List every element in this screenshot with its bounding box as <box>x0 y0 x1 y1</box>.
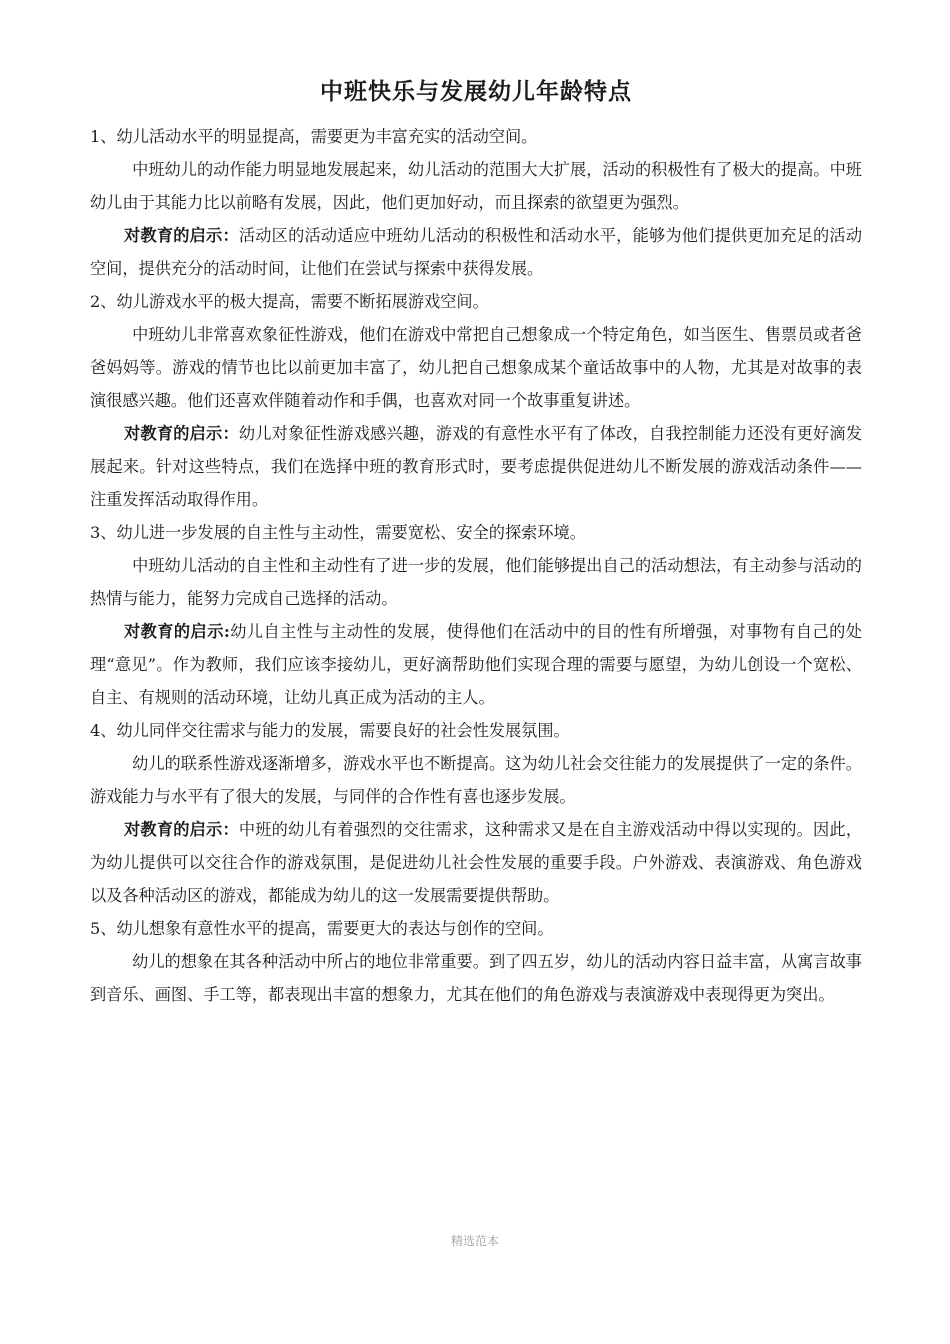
section-2-body: 中班幼儿非常喜欢象征性游戏，他们在游戏中常把自己想象成一个特定角色，如当医生、售票员或者爸爸妈妈等。游戏的情节也比以前更加丰富了，幼儿把自己想象成某个童话故事中的人物，尤其是对故事的表演很感兴趣。他们还喜欢伴随着动作和手偶，也喜欢对同一个故事重复讲述。 <box>90 325 862 410</box>
section-2-heading: 2、幼儿游戏水平的极大提高，需要不断拓展游戏空间。 <box>90 292 489 311</box>
section-2-insight <box>90 417 862 516</box>
section-2-insight-label: 对教育的启示： <box>124 424 239 443</box>
section-2-insight-text: 幼儿对象征性游戏感兴趣，游戏的有意性水平有了体改，自我控制能力还没有更好滴发展起来。针对这些特点，我们在选择中班的教育形式时，要考虑提供促进幼儿不断发展的游戏活动条件——注重发挥活动取得作用。 <box>90 424 863 509</box>
section-4-insight <box>90 813 862 912</box>
section-4-body: 幼儿的联系性游戏逐渐增多，游戏水平也不断提高。这为幼儿社会交往能力的发展提供了一定的条件。游戏能力与水平有了很大的发展，与同伴的合作性有喜也逐步发展。 <box>90 754 862 806</box>
section-3-insight <box>90 615 862 714</box>
section-3-heading: 3、幼儿进一步发展的自主性与主动性，需要宽松、安全的探索环境。 <box>90 523 586 542</box>
section-4-insight-text: 中班的幼儿有着强烈的交往需求，这种需求又是在自主游戏活动中得以实现的。因此，为幼儿提供可以交往合作的游戏氛围，是促进幼儿社会性发展的重要手段。户外游戏、表演游戏、角色游戏以及各种活动区的游戏，都能成为幼儿的这一发展需要提供帮助。 <box>90 820 863 905</box>
section-3-insight-text: 幼儿自主性与主动性的发展，使得他们在活动中的目的性有所增强，对事物有自己的处理“意见”。作为教师，我们应该李接幼儿，更好滴帮助他们实现合理的需要与愿望，为幼儿创设一个宽松、自主、有规则的活动环境，让幼儿真正成为活动的主人。 <box>90 622 862 707</box>
section-4-insight-label: 对教育的启示： <box>124 820 239 839</box>
section-3-body: 中班幼儿活动的自主性和主动性有了进一步的发展，他们能够提出自己的活动想法，有主动参与活动的热情与能力，能努力完成自己选择的活动。 <box>90 556 862 608</box>
section-1-insight <box>90 219 862 285</box>
document-page <box>90 72 862 1011</box>
section-3-insight-label: 对教育的启示: <box>124 622 230 641</box>
section-1-body: 中班幼儿的动作能力明显地发展起来，幼儿活动的范围大大扩展，活动的积极性有了极大的提高。中班幼儿由于其能力比以前略有发展，因此，他们更加好动，而且探索的欲望更为强烈。 <box>90 160 862 212</box>
page-title: 中班快乐与发展幼儿年龄特点 <box>320 79 632 105</box>
section-5-body: 幼儿的想象在其各种活动中所占的地位非常重要。到了四五岁，幼儿的活动内容日益丰富，从寓言故事到音乐、画图、手工等，都表现出丰富的想象力，尤其在他们的角色游戏与表演游戏中表现得更为突出。 <box>90 952 862 1004</box>
section-1-insight-text: 活动区的活动适应中班幼儿活动的积极性和活动水平，能够为他们提供更加充足的活动空间，提供充分的活动时间，让他们在尝试与探索中获得发展。 <box>90 226 863 278</box>
section-4-heading: 4、幼儿同伴交往需求与能力的发展，需要良好的社会性发展氛围。 <box>90 721 570 740</box>
section-1-insight-label: 对教育的启示： <box>124 226 239 245</box>
section-5-heading: 5、幼儿想象有意性水平的提高，需要更大的表达与创作的空间。 <box>90 919 554 938</box>
page-footer: 精选范本 <box>450 1234 499 1248</box>
section-1-heading: 1、幼儿活动水平的明显提高，需要更为丰富充实的活动空间。 <box>90 127 538 146</box>
